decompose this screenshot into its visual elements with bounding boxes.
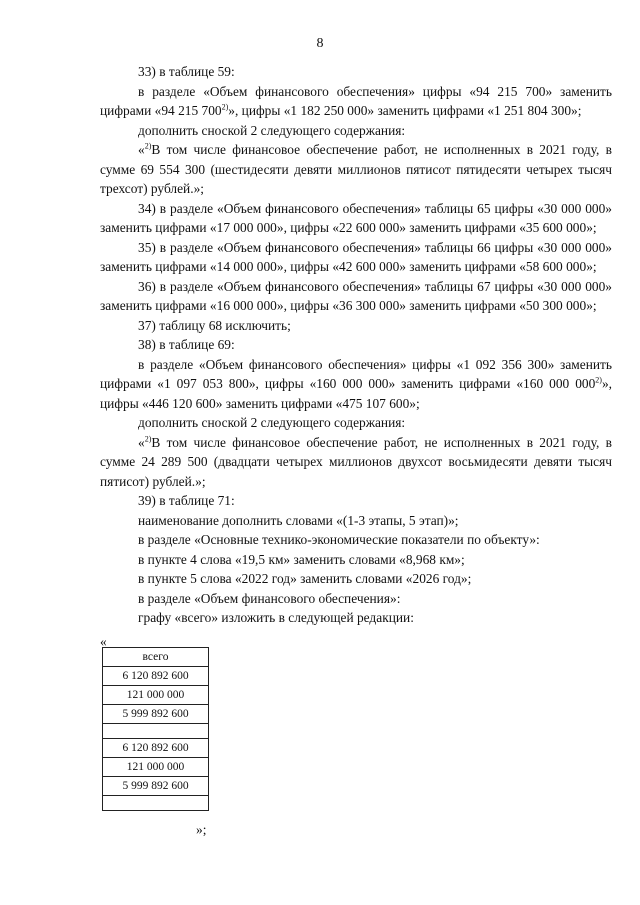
paragraph: дополнить сноской 2 следующего содержания:: [138, 122, 406, 138]
paragraph: «$^{2)}$В том числе финансовое обеспечение работ, не исполненных в 2021 году, в сумме 24 289 500 (двадцати четырех миллионов двухсот восьмидесяти девяти тысяч пятисот) рублей.»;: [100, 434, 612, 489]
paragraph: 38) в таблице 69:: [138, 337, 235, 352]
paragraph: графу «всего» изложить в следующей редакции:: [138, 610, 414, 625]
paragraph: 36) в разделе «Объем финансового обеспечения» таблицы 67 цифры «30 000 000» заменить цифрами «16 000 000», цифры «36 300 000» заменить цифрами «50 300 000»;: [100, 278, 612, 313]
footnote-marker: 2): [144, 434, 152, 444]
paragraph: 39) в таблице 71:: [138, 493, 235, 508]
table-cell: 5 999 892 600: [103, 777, 209, 796]
table-empty-cell: [103, 796, 209, 811]
paragraph: в пункте 5 слова «2022 год» заменить словами «2026 год»;: [138, 571, 472, 586]
paragraph: в разделе «Объем финансового обеспечения» цифры «1 092 356 300» заменить цифрами «1 097 053 800», цифры «160 000 000» заменить цифрами «160 000 000$^{2)}$», цифры «446 120 600» заменить цифрами «475 107 600»;: [100, 356, 612, 411]
footnote-marker: 2): [144, 141, 152, 151]
paragraph: «$^{2)}$В том числе финансовое обеспечение работ, не исполненных в 2021 году, в сумме 69 554 300 (шестидесяти девяти миллионов пятисот пятидесяти четырех тысяч трехсот) рублей.»;: [100, 141, 612, 196]
table-empty-cell: [103, 724, 209, 739]
table-cell: 121 000 000: [103, 758, 209, 777]
opening-quote: «: [100, 634, 107, 649]
paragraph: в разделе «Объем финансового обеспечения»:: [138, 590, 401, 606]
closing-quote: »;: [196, 822, 207, 837]
paragraph: 33) в таблице 59:: [138, 64, 235, 79]
footnote-marker: 2): [595, 375, 602, 385]
paragraph: 37) таблицу 68 исключить;: [138, 317, 291, 333]
table-cell: 6 120 892 600: [103, 739, 209, 758]
footnote-marker: 2): [221, 102, 229, 112]
table-header-vsego: всего: [103, 648, 209, 667]
paragraph: в пункте 4 слова «19,5 км» заменить словами «8,968 км»;: [138, 551, 465, 567]
paragraph: 34) в разделе «Объем финансового обеспечения» таблицы 65 цифры «30 000 000» заменить цифрами «17 000 000», цифры «22 600 000» заменить цифрами «35 600 000»;: [100, 200, 612, 235]
page-number: 8: [316, 36, 324, 51]
paragraph: в разделе «Объем финансового обеспечения» цифры «94 215 700» заменить цифрами «94 215 700$^{2)}$», цифры «1 182 250 000» заменить цифрами «1 251 804 300»;: [100, 83, 612, 118]
total-column-table: [102, 647, 209, 811]
paragraph: наименование дополнить словами «(1-3 этапы, 5 этап)»;: [138, 512, 459, 528]
paragraph: дополнить сноской 2 следующего содержания:: [138, 415, 406, 430]
table-cell: 121 000 000: [103, 686, 209, 705]
table-cell: 5 999 892 600: [103, 705, 209, 724]
table-cell: 6 120 892 600: [103, 667, 209, 686]
paragraph: 35) в разделе «Объем финансового обеспечения» таблицы 66 цифры «30 000 000» заменить цифрами «14 000 000», цифры «42 600 000» заменить цифрами «58 600 000»;: [100, 239, 612, 274]
paragraph: в разделе «Основные технико-экономические показатели по объекту»:: [138, 532, 540, 547]
document-body: [100, 62, 612, 628]
